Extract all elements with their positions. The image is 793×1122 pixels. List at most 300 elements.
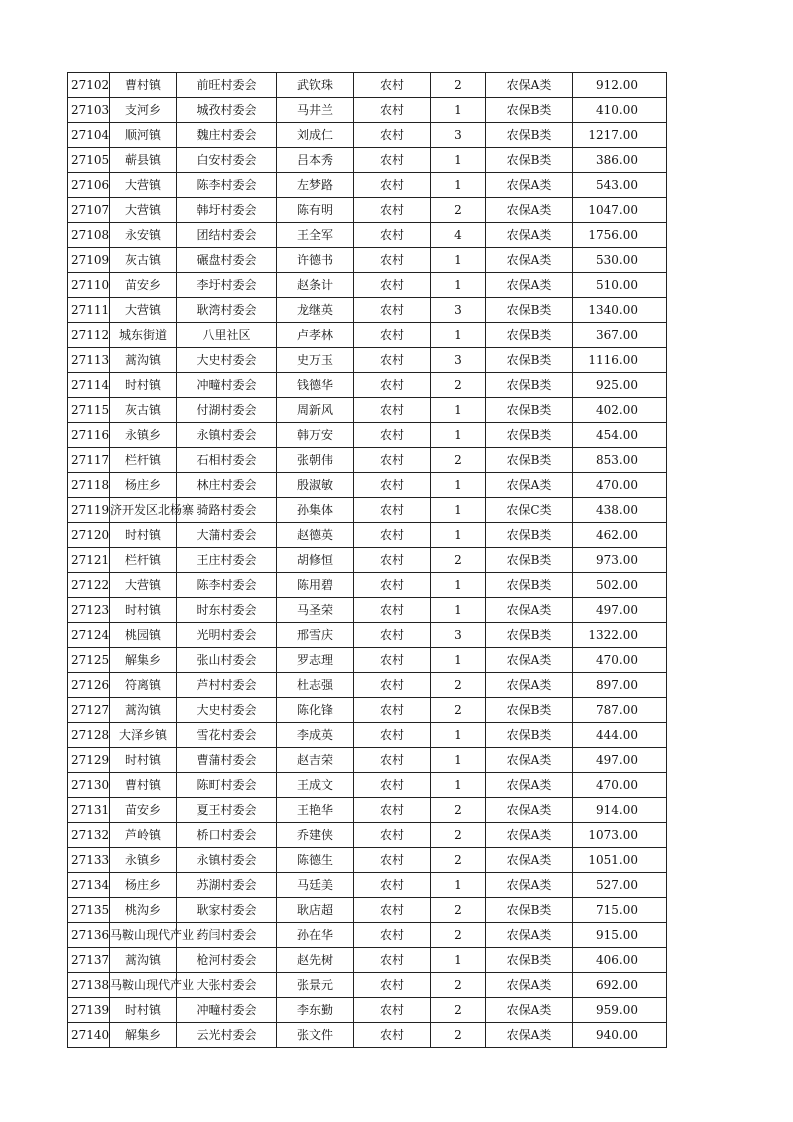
table-row bbox=[68, 998, 667, 1023]
town-cell: 苗安乡 bbox=[110, 798, 177, 823]
town-cell: 马鞍山现代产业 bbox=[110, 973, 177, 998]
record-id-cell: 27128 bbox=[68, 723, 110, 748]
table-row bbox=[68, 373, 667, 398]
amount-cell: 1340.00 bbox=[573, 298, 667, 323]
area-type-cell: 农村 bbox=[354, 798, 431, 823]
village-cell: 枪河村委会 bbox=[177, 948, 277, 973]
town-cell: 大营镇 bbox=[110, 198, 177, 223]
table-row bbox=[68, 173, 667, 198]
name-cell: 赵先树 bbox=[277, 948, 354, 973]
record-id-cell: 27137 bbox=[68, 948, 110, 973]
village-cell: 付湖村委会 bbox=[177, 398, 277, 423]
village-cell: 大史村委会 bbox=[177, 348, 277, 373]
record-id-cell: 27117 bbox=[68, 448, 110, 473]
area-type-cell: 农村 bbox=[354, 273, 431, 298]
insurance-category-cell: 农保A类 bbox=[486, 273, 573, 298]
table-row bbox=[68, 848, 667, 873]
amount-cell: 959.00 bbox=[573, 998, 667, 1023]
name-cell: 马廷美 bbox=[277, 873, 354, 898]
table-row bbox=[68, 1023, 667, 1048]
record-id-cell: 27118 bbox=[68, 473, 110, 498]
household-count-cell: 1 bbox=[431, 573, 486, 598]
household-count-cell: 1 bbox=[431, 473, 486, 498]
insurance-category-cell: 农保A类 bbox=[486, 473, 573, 498]
village-cell: 城孜村委会 bbox=[177, 98, 277, 123]
village-cell: 光明村委会 bbox=[177, 623, 277, 648]
insurance-category-cell: 农保A类 bbox=[486, 648, 573, 673]
record-id-cell: 27122 bbox=[68, 573, 110, 598]
insurance-category-cell: 农保A类 bbox=[486, 998, 573, 1023]
town-cell: 解集乡 bbox=[110, 648, 177, 673]
record-id-cell: 27116 bbox=[68, 423, 110, 448]
amount-cell: 1073.00 bbox=[573, 823, 667, 848]
amount-cell: 510.00 bbox=[573, 273, 667, 298]
household-count-cell: 1 bbox=[431, 323, 486, 348]
insurance-category-cell: 农保B类 bbox=[486, 723, 573, 748]
amount-cell: 530.00 bbox=[573, 248, 667, 273]
household-count-cell: 1 bbox=[431, 248, 486, 273]
name-cell: 赵条计 bbox=[277, 273, 354, 298]
record-id-cell: 27124 bbox=[68, 623, 110, 648]
town-cell: 时村镇 bbox=[110, 598, 177, 623]
name-cell: 王全军 bbox=[277, 223, 354, 248]
record-id-cell: 27109 bbox=[68, 248, 110, 273]
area-type-cell: 农村 bbox=[354, 448, 431, 473]
village-cell: 李圩村委会 bbox=[177, 273, 277, 298]
table-row bbox=[68, 723, 667, 748]
town-cell: 芦岭镇 bbox=[110, 823, 177, 848]
amount-cell: 444.00 bbox=[573, 723, 667, 748]
name-cell: 乔建侠 bbox=[277, 823, 354, 848]
village-cell: 大蒲村委会 bbox=[177, 523, 277, 548]
name-cell: 赵德英 bbox=[277, 523, 354, 548]
household-count-cell: 2 bbox=[431, 448, 486, 473]
table-row bbox=[68, 248, 667, 273]
amount-cell: 1051.00 bbox=[573, 848, 667, 873]
household-count-cell: 1 bbox=[431, 723, 486, 748]
village-cell: 时东村委会 bbox=[177, 598, 277, 623]
insurance-category-cell: 农保B类 bbox=[486, 698, 573, 723]
record-id-cell: 27135 bbox=[68, 898, 110, 923]
household-count-cell: 2 bbox=[431, 198, 486, 223]
insurance-category-cell: 农保B类 bbox=[486, 623, 573, 648]
village-cell: 苏湖村委会 bbox=[177, 873, 277, 898]
household-count-cell: 1 bbox=[431, 398, 486, 423]
record-id-cell: 27107 bbox=[68, 198, 110, 223]
area-type-cell: 农村 bbox=[354, 473, 431, 498]
town-cell: 蒿沟镇 bbox=[110, 348, 177, 373]
area-type-cell: 农村 bbox=[354, 1023, 431, 1048]
amount-cell: 915.00 bbox=[573, 923, 667, 948]
area-type-cell: 农村 bbox=[354, 348, 431, 373]
household-count-cell: 2 bbox=[431, 823, 486, 848]
town-cell: 桃园镇 bbox=[110, 623, 177, 648]
record-id-cell: 27113 bbox=[68, 348, 110, 373]
town-cell: 灰古镇 bbox=[110, 248, 177, 273]
insurance-category-cell: 农保B类 bbox=[486, 398, 573, 423]
insurance-category-cell: 农保A类 bbox=[486, 748, 573, 773]
town-cell: 济开发区北杨寨 bbox=[110, 498, 177, 523]
record-id-cell: 27140 bbox=[68, 1023, 110, 1048]
town-cell: 大营镇 bbox=[110, 573, 177, 598]
area-type-cell: 农村 bbox=[354, 398, 431, 423]
insurance-category-cell: 农保B类 bbox=[486, 548, 573, 573]
household-count-cell: 1 bbox=[431, 148, 486, 173]
table-row bbox=[68, 648, 667, 673]
town-cell: 支河乡 bbox=[110, 98, 177, 123]
household-count-cell: 2 bbox=[431, 373, 486, 398]
area-type-cell: 农村 bbox=[354, 723, 431, 748]
amount-cell: 853.00 bbox=[573, 448, 667, 473]
record-id-cell: 27119 bbox=[68, 498, 110, 523]
record-id-cell: 27102 bbox=[68, 73, 110, 98]
record-id-cell: 27127 bbox=[68, 698, 110, 723]
record-id-cell: 27139 bbox=[68, 998, 110, 1023]
amount-cell: 940.00 bbox=[573, 1023, 667, 1048]
area-type-cell: 农村 bbox=[354, 373, 431, 398]
village-cell: 药闫村委会 bbox=[177, 923, 277, 948]
town-cell: 灰古镇 bbox=[110, 398, 177, 423]
name-cell: 邢雪庆 bbox=[277, 623, 354, 648]
name-cell: 史万玉 bbox=[277, 348, 354, 373]
amount-cell: 410.00 bbox=[573, 98, 667, 123]
record-id-cell: 27111 bbox=[68, 298, 110, 323]
town-cell: 永安镇 bbox=[110, 223, 177, 248]
household-count-cell: 1 bbox=[431, 873, 486, 898]
area-type-cell: 农村 bbox=[354, 873, 431, 898]
area-type-cell: 农村 bbox=[354, 548, 431, 573]
area-type-cell: 农村 bbox=[354, 523, 431, 548]
area-type-cell: 农村 bbox=[354, 973, 431, 998]
records-sheet bbox=[67, 72, 667, 1048]
record-id-cell: 27123 bbox=[68, 598, 110, 623]
amount-cell: 787.00 bbox=[573, 698, 667, 723]
table-row bbox=[68, 898, 667, 923]
amount-cell: 925.00 bbox=[573, 373, 667, 398]
name-cell: 陈有明 bbox=[277, 198, 354, 223]
table-row bbox=[68, 298, 667, 323]
household-count-cell: 1 bbox=[431, 498, 486, 523]
town-cell: 城东街道 bbox=[110, 323, 177, 348]
insurance-category-cell: 农保B类 bbox=[486, 148, 573, 173]
household-count-cell: 2 bbox=[431, 73, 486, 98]
village-cell: 曹蒲村委会 bbox=[177, 748, 277, 773]
table-row bbox=[68, 448, 667, 473]
insurance-category-cell: 农保B类 bbox=[486, 348, 573, 373]
village-cell: 林庄村委会 bbox=[177, 473, 277, 498]
name-cell: 周新风 bbox=[277, 398, 354, 423]
table-row bbox=[68, 423, 667, 448]
amount-cell: 692.00 bbox=[573, 973, 667, 998]
household-count-cell: 4 bbox=[431, 223, 486, 248]
insurance-category-cell: 农保B类 bbox=[486, 98, 573, 123]
table-row bbox=[68, 773, 667, 798]
area-type-cell: 农村 bbox=[354, 698, 431, 723]
name-cell: 罗志理 bbox=[277, 648, 354, 673]
name-cell: 武钦珠 bbox=[277, 73, 354, 98]
area-type-cell: 农村 bbox=[354, 648, 431, 673]
table-row bbox=[68, 598, 667, 623]
amount-cell: 470.00 bbox=[573, 473, 667, 498]
name-cell: 耿店超 bbox=[277, 898, 354, 923]
name-cell: 张景元 bbox=[277, 973, 354, 998]
name-cell: 钱德华 bbox=[277, 373, 354, 398]
area-type-cell: 农村 bbox=[354, 198, 431, 223]
village-cell: 碾盘村委会 bbox=[177, 248, 277, 273]
table-row bbox=[68, 473, 667, 498]
table-body bbox=[68, 73, 667, 1048]
village-cell: 冲疃村委会 bbox=[177, 998, 277, 1023]
town-cell: 蕲县镇 bbox=[110, 148, 177, 173]
village-cell: 石相村委会 bbox=[177, 448, 277, 473]
town-cell: 马鞍山现代产业 bbox=[110, 923, 177, 948]
record-id-cell: 27106 bbox=[68, 173, 110, 198]
name-cell: 刘成仁 bbox=[277, 123, 354, 148]
village-cell: 陈李村委会 bbox=[177, 573, 277, 598]
area-type-cell: 农村 bbox=[354, 573, 431, 598]
table-row bbox=[68, 623, 667, 648]
amount-cell: 367.00 bbox=[573, 323, 667, 348]
household-count-cell: 1 bbox=[431, 948, 486, 973]
household-count-cell: 1 bbox=[431, 98, 486, 123]
record-id-cell: 27129 bbox=[68, 748, 110, 773]
record-id-cell: 27103 bbox=[68, 98, 110, 123]
household-count-cell: 2 bbox=[431, 998, 486, 1023]
record-id-cell: 27108 bbox=[68, 223, 110, 248]
household-count-cell: 2 bbox=[431, 673, 486, 698]
area-type-cell: 农村 bbox=[354, 73, 431, 98]
name-cell: 殷淑敏 bbox=[277, 473, 354, 498]
town-cell: 永镇乡 bbox=[110, 423, 177, 448]
area-type-cell: 农村 bbox=[354, 148, 431, 173]
village-cell: 骑路村委会 bbox=[177, 498, 277, 523]
insurance-category-cell: 农保B类 bbox=[486, 448, 573, 473]
table-row bbox=[68, 348, 667, 373]
area-type-cell: 农村 bbox=[354, 748, 431, 773]
record-id-cell: 27120 bbox=[68, 523, 110, 548]
amount-cell: 386.00 bbox=[573, 148, 667, 173]
household-count-cell: 3 bbox=[431, 123, 486, 148]
insurance-category-cell: 农保B类 bbox=[486, 523, 573, 548]
area-type-cell: 农村 bbox=[354, 123, 431, 148]
name-cell: 马井兰 bbox=[277, 98, 354, 123]
town-cell: 栏杆镇 bbox=[110, 448, 177, 473]
table-row bbox=[68, 748, 667, 773]
name-cell: 龙继英 bbox=[277, 298, 354, 323]
household-count-cell: 1 bbox=[431, 523, 486, 548]
town-cell: 解集乡 bbox=[110, 1023, 177, 1048]
area-type-cell: 农村 bbox=[354, 998, 431, 1023]
amount-cell: 527.00 bbox=[573, 873, 667, 898]
town-cell: 桃沟乡 bbox=[110, 898, 177, 923]
village-cell: 陈李村委会 bbox=[177, 173, 277, 198]
insurance-category-cell: 农保B类 bbox=[486, 323, 573, 348]
town-cell: 时村镇 bbox=[110, 523, 177, 548]
area-type-cell: 农村 bbox=[354, 423, 431, 448]
village-cell: 张山村委会 bbox=[177, 648, 277, 673]
household-count-cell: 1 bbox=[431, 423, 486, 448]
table-row bbox=[68, 98, 667, 123]
household-count-cell: 3 bbox=[431, 348, 486, 373]
insurance-category-cell: 农保A类 bbox=[486, 198, 573, 223]
village-cell: 八里社区 bbox=[177, 323, 277, 348]
insurance-category-cell: 农保A类 bbox=[486, 173, 573, 198]
insurance-category-cell: 农保B类 bbox=[486, 898, 573, 923]
record-id-cell: 27130 bbox=[68, 773, 110, 798]
village-cell: 白安村委会 bbox=[177, 148, 277, 173]
household-count-cell: 2 bbox=[431, 1023, 486, 1048]
area-type-cell: 农村 bbox=[354, 323, 431, 348]
name-cell: 李成英 bbox=[277, 723, 354, 748]
name-cell: 杜志强 bbox=[277, 673, 354, 698]
household-count-cell: 2 bbox=[431, 848, 486, 873]
table-row bbox=[68, 798, 667, 823]
area-type-cell: 农村 bbox=[354, 223, 431, 248]
household-count-cell: 1 bbox=[431, 173, 486, 198]
name-cell: 许德书 bbox=[277, 248, 354, 273]
table-row bbox=[68, 923, 667, 948]
name-cell: 孙集体 bbox=[277, 498, 354, 523]
table-row bbox=[68, 123, 667, 148]
insurance-category-cell: 农保B类 bbox=[486, 123, 573, 148]
amount-cell: 402.00 bbox=[573, 398, 667, 423]
amount-cell: 470.00 bbox=[573, 773, 667, 798]
household-count-cell: 1 bbox=[431, 598, 486, 623]
insurance-category-cell: 农保A类 bbox=[486, 773, 573, 798]
record-id-cell: 27134 bbox=[68, 873, 110, 898]
table-row bbox=[68, 273, 667, 298]
village-cell: 魏庄村委会 bbox=[177, 123, 277, 148]
name-cell: 陈德生 bbox=[277, 848, 354, 873]
town-cell: 杨庄乡 bbox=[110, 473, 177, 498]
area-type-cell: 农村 bbox=[354, 498, 431, 523]
amount-cell: 1116.00 bbox=[573, 348, 667, 373]
name-cell: 赵吉荣 bbox=[277, 748, 354, 773]
area-type-cell: 农村 bbox=[354, 173, 431, 198]
town-cell: 符离镇 bbox=[110, 673, 177, 698]
area-type-cell: 农村 bbox=[354, 848, 431, 873]
record-id-cell: 27115 bbox=[68, 398, 110, 423]
table-row bbox=[68, 148, 667, 173]
amount-cell: 715.00 bbox=[573, 898, 667, 923]
town-cell: 蒿沟镇 bbox=[110, 698, 177, 723]
insurance-category-cell: 农保B类 bbox=[486, 423, 573, 448]
name-cell: 孙在华 bbox=[277, 923, 354, 948]
area-type-cell: 农村 bbox=[354, 823, 431, 848]
record-id-cell: 27121 bbox=[68, 548, 110, 573]
record-id-cell: 27138 bbox=[68, 973, 110, 998]
town-cell: 时村镇 bbox=[110, 748, 177, 773]
town-cell: 时村镇 bbox=[110, 373, 177, 398]
name-cell: 陈化锋 bbox=[277, 698, 354, 723]
village-cell: 韩圩村委会 bbox=[177, 198, 277, 223]
household-count-cell: 1 bbox=[431, 748, 486, 773]
household-count-cell: 2 bbox=[431, 698, 486, 723]
area-type-cell: 农村 bbox=[354, 623, 431, 648]
town-cell: 蒿沟镇 bbox=[110, 948, 177, 973]
town-cell: 大泽乡镇 bbox=[110, 723, 177, 748]
village-cell: 耿湾村委会 bbox=[177, 298, 277, 323]
table-row bbox=[68, 523, 667, 548]
name-cell: 卢孝林 bbox=[277, 323, 354, 348]
household-count-cell: 1 bbox=[431, 648, 486, 673]
table-row bbox=[68, 973, 667, 998]
record-id-cell: 27131 bbox=[68, 798, 110, 823]
amount-cell: 1322.00 bbox=[573, 623, 667, 648]
amount-cell: 497.00 bbox=[573, 598, 667, 623]
amount-cell: 438.00 bbox=[573, 498, 667, 523]
area-type-cell: 农村 bbox=[354, 598, 431, 623]
record-id-cell: 27136 bbox=[68, 923, 110, 948]
amount-cell: 973.00 bbox=[573, 548, 667, 573]
record-id-cell: 27132 bbox=[68, 823, 110, 848]
town-cell: 时村镇 bbox=[110, 998, 177, 1023]
record-id-cell: 27114 bbox=[68, 373, 110, 398]
table-row bbox=[68, 198, 667, 223]
name-cell: 王艳华 bbox=[277, 798, 354, 823]
table-row bbox=[68, 223, 667, 248]
insurance-category-cell: 农保A类 bbox=[486, 823, 573, 848]
household-count-cell: 1 bbox=[431, 773, 486, 798]
town-cell: 曹村镇 bbox=[110, 773, 177, 798]
table-row bbox=[68, 823, 667, 848]
insurance-category-cell: 农保A类 bbox=[486, 848, 573, 873]
name-cell: 陈用碧 bbox=[277, 573, 354, 598]
records-table bbox=[67, 72, 667, 1048]
insurance-category-cell: 农保B类 bbox=[486, 373, 573, 398]
amount-cell: 497.00 bbox=[573, 748, 667, 773]
insurance-category-cell: 农保A类 bbox=[486, 248, 573, 273]
insurance-category-cell: 农保A类 bbox=[486, 73, 573, 98]
table-row bbox=[68, 573, 667, 598]
record-id-cell: 27126 bbox=[68, 673, 110, 698]
village-cell: 大张村委会 bbox=[177, 973, 277, 998]
amount-cell: 914.00 bbox=[573, 798, 667, 823]
area-type-cell: 农村 bbox=[354, 948, 431, 973]
household-count-cell: 2 bbox=[431, 548, 486, 573]
amount-cell: 1047.00 bbox=[573, 198, 667, 223]
table-row bbox=[68, 673, 667, 698]
household-count-cell: 1 bbox=[431, 273, 486, 298]
name-cell: 左梦路 bbox=[277, 173, 354, 198]
insurance-category-cell: 农保A类 bbox=[486, 1023, 573, 1048]
insurance-category-cell: 农保A类 bbox=[486, 223, 573, 248]
name-cell: 胡修恒 bbox=[277, 548, 354, 573]
household-count-cell: 3 bbox=[431, 298, 486, 323]
village-cell: 冲疃村委会 bbox=[177, 373, 277, 398]
village-cell: 芦村村委会 bbox=[177, 673, 277, 698]
town-cell: 顺河镇 bbox=[110, 123, 177, 148]
village-cell: 永镇村委会 bbox=[177, 848, 277, 873]
insurance-category-cell: 农保B类 bbox=[486, 298, 573, 323]
insurance-category-cell: 农保A类 bbox=[486, 873, 573, 898]
village-cell: 夏王村委会 bbox=[177, 798, 277, 823]
village-cell: 大史村委会 bbox=[177, 698, 277, 723]
town-cell: 永镇乡 bbox=[110, 848, 177, 873]
area-type-cell: 农村 bbox=[354, 923, 431, 948]
amount-cell: 897.00 bbox=[573, 673, 667, 698]
insurance-category-cell: 农保A类 bbox=[486, 598, 573, 623]
area-type-cell: 农村 bbox=[354, 248, 431, 273]
village-cell: 陈町村委会 bbox=[177, 773, 277, 798]
insurance-category-cell: 农保B类 bbox=[486, 573, 573, 598]
table-row bbox=[68, 73, 667, 98]
town-cell: 大营镇 bbox=[110, 298, 177, 323]
record-id-cell: 27125 bbox=[68, 648, 110, 673]
household-count-cell: 2 bbox=[431, 798, 486, 823]
name-cell: 张文件 bbox=[277, 1023, 354, 1048]
name-cell: 马圣荣 bbox=[277, 598, 354, 623]
